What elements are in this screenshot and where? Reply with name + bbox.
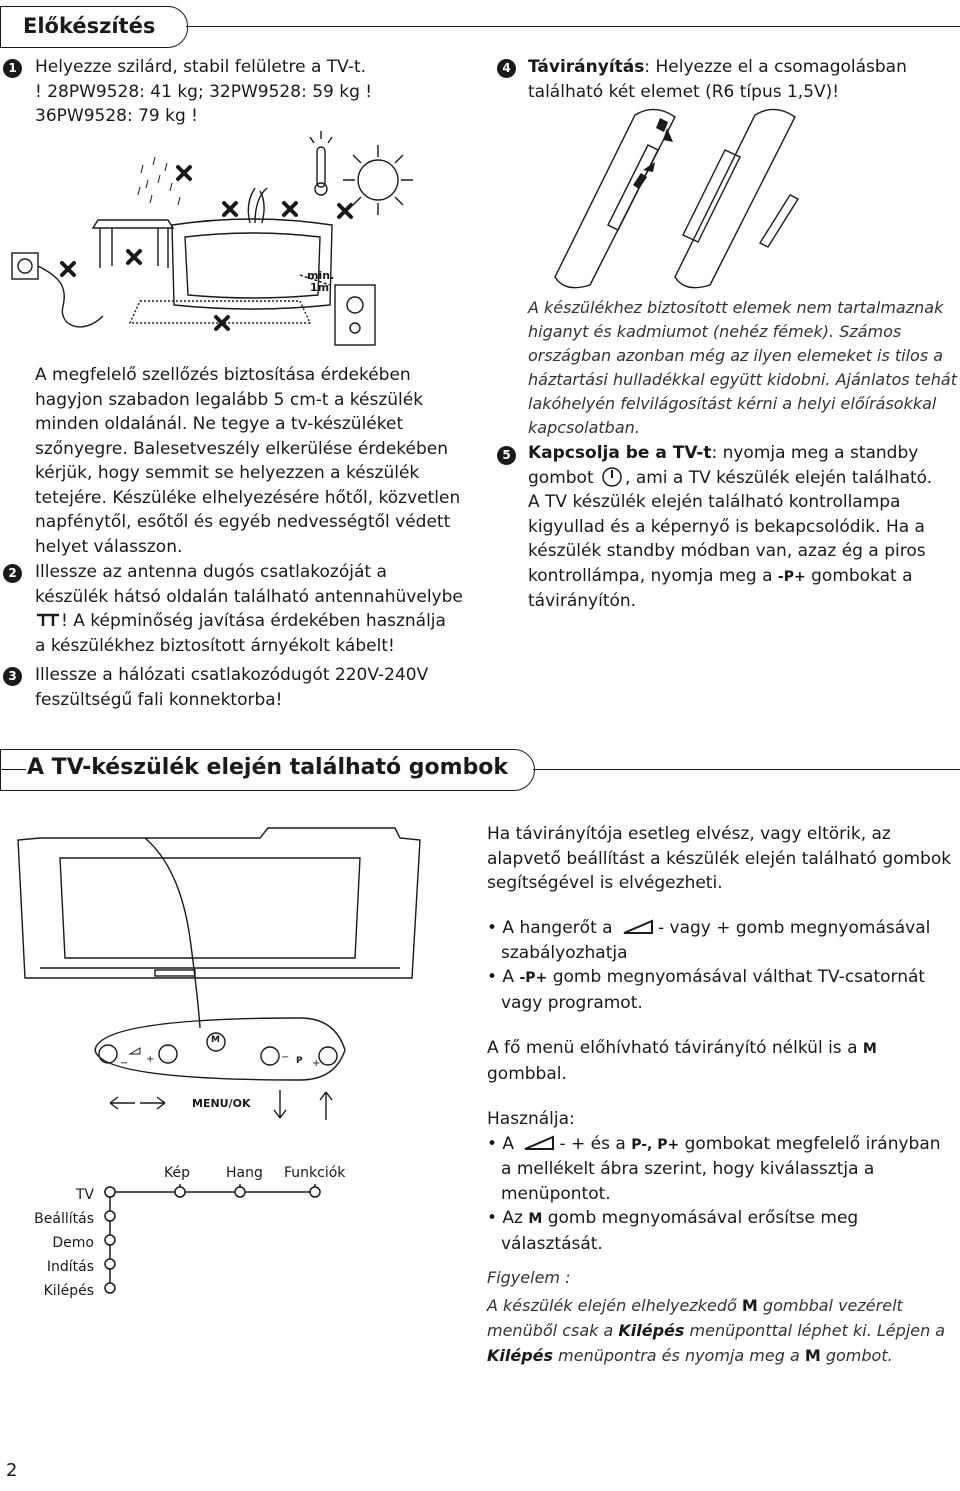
section-title: A TV-készülék elején található gombok: [27, 755, 509, 780]
panel-plus-label: +: [312, 1058, 321, 1069]
front-buttons-intro: Ha távirányítója esetleg elvész, vagy eltörik, az alapvető beállítást a készülék elején található gombok segítségével is elvégezheti.: [487, 824, 952, 893]
menu-node-inditas: [105, 1259, 115, 1269]
x-mark: [284, 203, 296, 215]
step-number-5: 5: [497, 446, 516, 465]
menu-node-hang: [235, 1187, 245, 1197]
x-mark: [339, 205, 351, 217]
panel-m-label: M: [211, 1035, 220, 1045]
menu-node-tv: [105, 1187, 115, 1197]
x-mark: [224, 203, 236, 215]
ventilation-text: A megfelelő szellőzés biztosítása érdekében hagyjon szabadon legalább 5 cm-t a készülék minden oldalánál. Ne tegye a tv-készüléket szőnyegre. Balesetveszély elkerülése érdekében kérjük, hogy semmit se helyezzen a készülék tetejére. Készüléke elhelyezésére hőtől, közvetlen napfénytől, esőtől és egyéb nedvességtől védett helyet válasszon.: [35, 365, 461, 557]
volume-icon: [523, 1135, 555, 1151]
remote-icon: [555, 109, 675, 287]
step-number-2: 2: [3, 564, 22, 583]
header-rule: [186, 26, 960, 27]
min-distance-label: min. 1m: [307, 269, 335, 294]
step4-text: Távirányítás: Helyezze el a csomagolásban található két elemet (R6 típus 1,5V)!: [528, 57, 907, 102]
menu-node-kilepes: [105, 1283, 115, 1293]
control-panel: [95, 1018, 345, 1080]
power-icon: [601, 466, 623, 488]
x-mark: [178, 167, 190, 179]
main-menu-text: A fő menü előhívható távirányító nélkül is a M gombbal.: [487, 1038, 877, 1084]
step3-text: Illessze a hálózati csatlakozódugót 220V-240V feszültségű fali konnektorba!: [35, 665, 429, 710]
menu-left-items: TV Beállítás Demo Indítás Kilépés: [34, 1187, 94, 1299]
program-minus-button: [261, 1047, 279, 1065]
attention-note: Figyelem : A készülék elején elhelyezkedő M gombbal vezérelt menüből csak a Kilépés menüponttal léphet ki. Lépjen a Kilépés menüpontra és nyomja meg a M gombot.: [487, 1268, 946, 1365]
panel-minus-label: −: [120, 1058, 129, 1069]
step-number-4: 4: [497, 59, 516, 78]
antenna-socket-icon: [35, 613, 61, 627]
step5-text: Kapcsolja be a TV-t: nyomja meg a standby gombot , ami a TV készülék elején található. A TV készülék elején található kontrollampa kigyullad és a képernyő is bekapcsolódik. Ha a készülék standby módban van, azaz ég a piros kontrollámpa, nyomja meg a -P+ gombokat a távirányítón.: [528, 443, 933, 611]
volume-plus-button: [159, 1045, 177, 1063]
page-number: 2: [6, 1460, 18, 1481]
arrow-up-icon: [320, 1092, 332, 1120]
step2-text: Illessze az antenna dugós csatlakozóját a készülék hátsó oldalán található antennahüvelybe ! A képminőség javítása érdekében használja a készülékhez biztosított árnyékolt kábelt!: [35, 562, 463, 656]
x-mark: [128, 251, 140, 263]
arrow-left-icon: [110, 1097, 135, 1109]
rain-drops: [138, 157, 180, 205]
step-number-1: 1: [3, 59, 22, 78]
step1-text: Helyezze szilárd, stabil felületre a TV-t. ! 28PW9528: 41 kg; 32PW9528: 59 kg ! 36PW9528: 79 kg !: [35, 57, 373, 126]
panel-plus-label: +: [146, 1054, 155, 1065]
header-rule: [533, 769, 960, 770]
thermometer-icon: [317, 147, 325, 187]
volume-icon: [622, 919, 654, 935]
section-title: Előkészítés: [23, 14, 156, 38]
menu-top-item-funkciok: Funkciók: [284, 1165, 346, 1181]
x-mark: [62, 263, 74, 275]
front-buttons-bullets: • A hangerőt a - vagy + gomb megnyomásával szabályozhatja • A -P+ gomb megnyomásával válthat TV-csatornát vagy programot.: [487, 918, 931, 1013]
wall-socket-icon: [12, 253, 38, 279]
menu-node-demo: [105, 1235, 115, 1245]
menu-ok-label: MENU/OK: [192, 1097, 251, 1110]
usage-text: Használja: • A - + és a P-, P+ gombokat megfelelő irányban a mellékelt ábra szerint, hogy kiválassztja a menüpontot. • Az M gomb megnyomásával erősítse meg választását.: [487, 1109, 941, 1254]
arrow-up-icon: [633, 162, 655, 189]
header-rule: [0, 769, 26, 770]
section-header-front-buttons: [0, 749, 535, 791]
arrow-down-icon: [274, 1090, 286, 1118]
menu-top-item-kep: Kép: [164, 1165, 190, 1181]
menu-node-funkciok: [310, 1187, 320, 1197]
speaker-icon: [335, 285, 375, 345]
arrow-down-icon: [656, 118, 673, 142]
tv-placement-illustration: [0, 125, 470, 350]
sun-icon: [358, 160, 398, 200]
section-header-preparation: [0, 6, 188, 48]
battery-disposal-note: A készülékhez biztosított elemek nem tartalmaznak higanyt és kadmiumot (nehéz fémek). Számos országban azonban még az ilyen elemeket is tilos a háztartási hulladékkal együtt kidobni. Ajánlatos tehát lakóhelyén felvilágosítást kérni a helyi előírásokkal kapcsolatban.: [528, 298, 958, 437]
battery-icon: [760, 195, 798, 247]
menu-top-item-hang: Hang: [226, 1165, 263, 1181]
arrow-right-icon: [140, 1097, 165, 1109]
tv-icon: [18, 828, 420, 978]
tv-front-illustration: [0, 818, 480, 1218]
step-number-3: 3: [3, 667, 22, 686]
panel-p-label: P: [296, 1056, 303, 1066]
program-plus-button: [319, 1047, 337, 1065]
volume-minus-button: [99, 1045, 117, 1063]
remote-battery-illustration: [530, 100, 830, 295]
menu-node-beallitas: [105, 1211, 115, 1221]
menu-node-kep: [175, 1187, 185, 1197]
panel-minus-label: −: [281, 1052, 290, 1063]
remote-icon: [675, 109, 795, 287]
menu-tree-diagram: [95, 1180, 355, 1300]
